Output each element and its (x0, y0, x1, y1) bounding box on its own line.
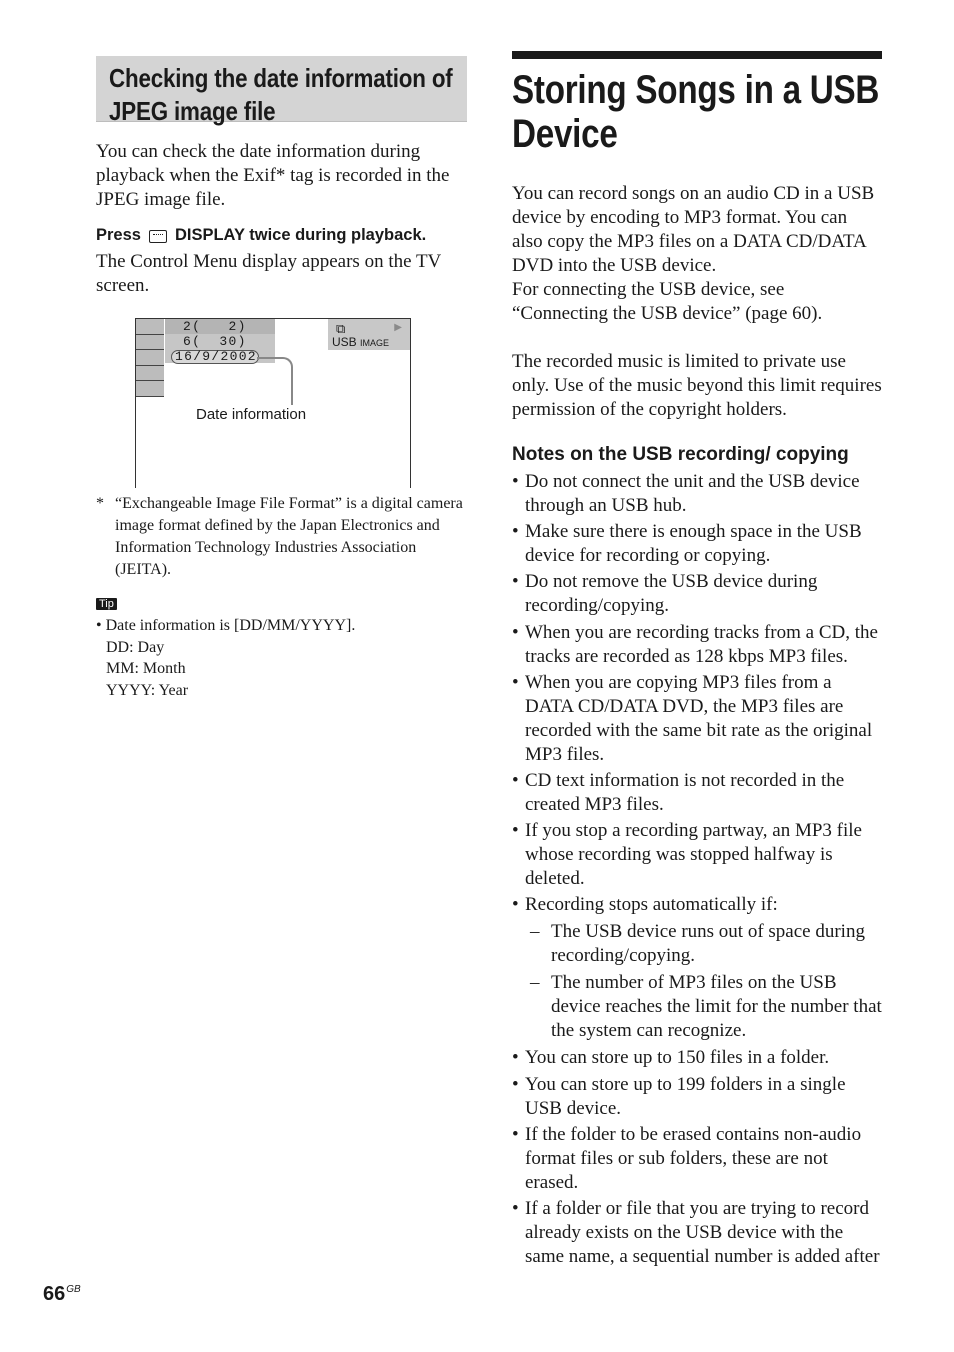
list-item: • If you stop a recording partway, an MP3 file whose recording was stopped halfway is deleted. (512, 819, 882, 891)
info-line-2: 6( 30) (183, 334, 247, 349)
usb-media-indicator (328, 319, 410, 350)
intro-paragraph: You can check the date information during playback when the Exif* tag is recorded in the JPEG image file. (96, 141, 450, 210)
copyright-paragraph: The recorded music is limited to private use only. Use of the music beyond this limit requires permission of the copyright holders. (512, 351, 882, 420)
callout-line (257, 357, 293, 405)
footnote-mark: * (96, 495, 104, 512)
display-button-icon (149, 230, 167, 243)
date-value: 16/9/2002 (171, 350, 259, 364)
tip-line: DD: Day (106, 638, 165, 656)
notes-list (512, 470, 882, 1269)
footnote-text: “Exchangeable Image File Format” is a digital camera image format defined by the Japan Electronics and Information Technology Industries Association (JEITA). (115, 495, 463, 578)
date-information-label: Date information (196, 406, 307, 423)
intro-paragraph-1: You can record songs on an audio CD in a USB device by encoding to MP3 format. You can also copy the MP3 files on a DATA CD/DATA DVD into the USB device. (512, 183, 875, 276)
instruction-press: Press (96, 226, 141, 244)
usb-media-label: USB IMAGE (332, 335, 390, 349)
image-icon: ⧉ (336, 321, 346, 336)
list-item: • Recording stops automatically if: – The USB device runs out of space during recording/copying. – The number of MP3 files on the USB device reaches the limit for the number that the system can recognize. (512, 893, 882, 1043)
tip-line: YYYY: Year (106, 681, 189, 699)
page-title: Storing Songs in a USB Device (512, 68, 880, 156)
section-title: Checking the date information of JPEG image file (109, 63, 453, 126)
list-item: • If the folder to be erased contains non-audio format files or sub folders, these are not erased. (512, 1123, 882, 1195)
section-header (96, 56, 467, 126)
list-item: • You can store up to 199 folders in a single USB device. (512, 1073, 882, 1121)
control-menu-illustration (135, 318, 411, 488)
info-line-1: 2( 2) (165, 319, 275, 334)
screen-frame-right (410, 318, 411, 488)
list-item: • Do not connect the unit and the USB device through an USB hub. (512, 470, 882, 518)
title-rule (512, 51, 882, 59)
tip-line: • Date information is [DD/MM/YYYY]. (96, 617, 356, 634)
list-item: • Do not remove the USB device during recording/copying. (512, 570, 882, 618)
list-item: • CD text information is not recorded in the created MP3 files. (512, 769, 882, 817)
list-item: • If a folder or file that you are trying to record already exists on the USB device with the same name, a sequential number is added after (512, 1197, 882, 1269)
list-item: • Make sure there is enough space in the USB device for recording or copying. (512, 520, 882, 568)
instruction (96, 226, 467, 245)
play-arrow-icon: ▶ (394, 322, 402, 333)
list-item: • When you are recording tracks from a CD, the tracks are recorded as 128 kbps MP3 files. (512, 621, 882, 669)
intro-paragraph-2: For connecting the USB device, see “Connecting the USB device” (page 60). (512, 279, 823, 324)
footnote (96, 493, 467, 581)
tip-line: MM: Month (106, 660, 186, 677)
tip-badge: Tip (96, 598, 117, 610)
notes-heading: Notes on the USB recording/ copying (512, 444, 849, 465)
instruction-button-text: DISPLAY twice during playback. (174, 226, 427, 244)
tip-content (96, 615, 467, 701)
menu-icon-column (136, 319, 164, 397)
left-column (96, 56, 467, 701)
sub-list (512, 920, 882, 1043)
sub-list-item: – The USB device runs out of space during recording/copying. (512, 920, 882, 968)
sub-list-item: – The number of MP3 files on the USB device reaches the limit for the number that the system can recognize. (512, 971, 882, 1043)
list-item: • You can store up to 150 files in a folder. (512, 1046, 882, 1070)
page-number: $66^{GB}$ (43, 1283, 81, 1305)
list-item: • When you are copying MP3 files from a DATA CD/DATA DVD, the MP3 files are recorded with the same bit rate as the original MP3 files. (512, 671, 882, 767)
instruction-result: The Control Menu display appears on the TV screen. (96, 251, 441, 296)
page-locale: GB (66, 1284, 81, 1295)
right-column (512, 51, 882, 1271)
